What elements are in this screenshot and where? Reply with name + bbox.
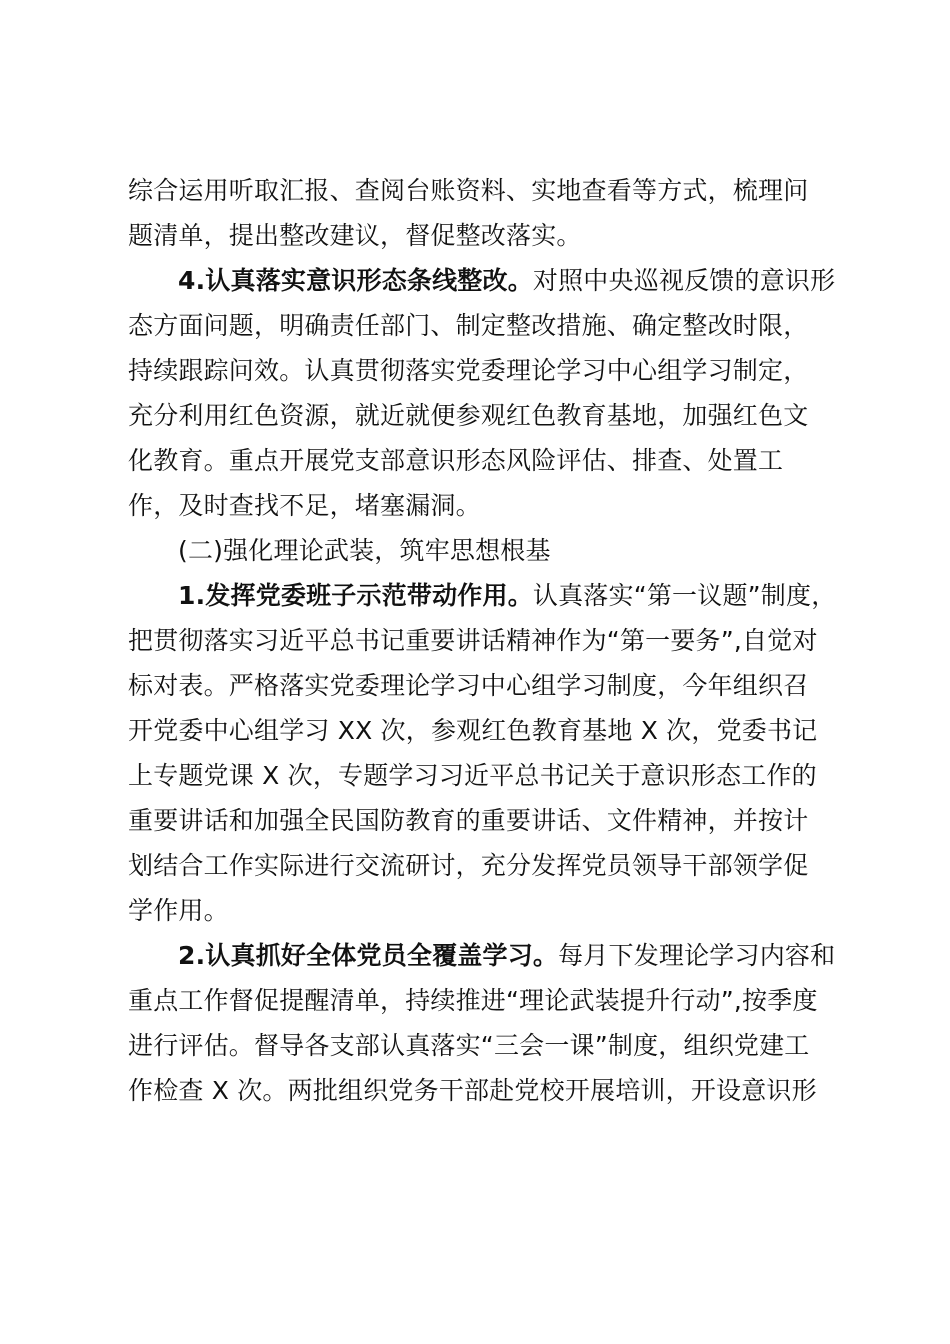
paragraph-line: 充分利用红色资源，就近就便参观红色教育基地，加强红色文 [128, 401, 809, 430]
paragraph-line: 重点工作督促提醒清单，持续推进“理论武装提升行动”,按季度 [128, 986, 818, 1015]
document-body [128, 168, 837, 1113]
paragraph-line: 把贯彻落实习近平总书记重要讲话精神作为“第一要务”,自觉对 [128, 626, 818, 655]
paragraph-line: 进行评估。督导各支部认真落实“三会一课”制度，组织党建工 [128, 1031, 810, 1060]
item-1-heading-line [128, 573, 837, 618]
paragraph-line: 作检查 X 次。两批组织党务干部赴党校开展培训，开设意识形 [128, 1076, 817, 1105]
paragraph-line: 题清单，提出整改建议，督促整改落实。 [128, 221, 582, 250]
paragraph-line: 态方面问题，明确责任部门、制定整改措施、确定整改时限， [128, 311, 809, 340]
item-1-text: 认真落实“第一议题”制度， [532, 581, 837, 610]
paragraph-line: 持续跟踪问效。认真贯彻落实党委理论学习中心组学习制定， [128, 356, 809, 385]
item-4-title: 4.认真落实意识形态条线整改。 [178, 266, 533, 295]
paragraph-line: 化教育。重点开展党支部意识形态风险评估、排查、处置工 [128, 446, 784, 475]
item-2-text: 每月下发理论学习内容和 [558, 941, 836, 970]
paragraph-line: 学作用。 [128, 896, 229, 925]
item-2-title: 2.认真抓好全体党员全覆盖学习。 [178, 941, 559, 970]
item-2-heading-line [128, 933, 836, 978]
item-1-title: 1.发挥党委班子示范带动作用。 [178, 581, 533, 610]
paragraph-line: 开党委中心组学习 XX 次，参观红色教育基地 X 次，党委书记 [128, 716, 818, 745]
paragraph-line: 上专题党课 X 次，专题学习习近平总书记关于意识形态工作的 [128, 761, 817, 790]
paragraph-line: 作，及时查找不足，堵塞漏洞。 [128, 491, 481, 520]
item-4-heading-line [128, 258, 836, 303]
paragraph-line: 标对表。严格落实党委理论学习中心组学习制度，今年组织召 [128, 671, 809, 700]
item-4-text: 对照中央巡视反馈的意识形 [532, 266, 836, 295]
paragraph-line: 综合运用听取汇报、查阅台账资料、实地查看等方式，梳理问 [128, 176, 809, 205]
paragraph-line: 重要讲话和加强全民国防教育的重要讲话、文件精神，并按计 [128, 806, 809, 835]
section-heading: (二)强化理论武装，筑牢思想根基 [178, 536, 551, 565]
paragraph-line: 划结合工作实际进行交流研讨，充分发挥党员领导干部领学促 [128, 851, 809, 880]
